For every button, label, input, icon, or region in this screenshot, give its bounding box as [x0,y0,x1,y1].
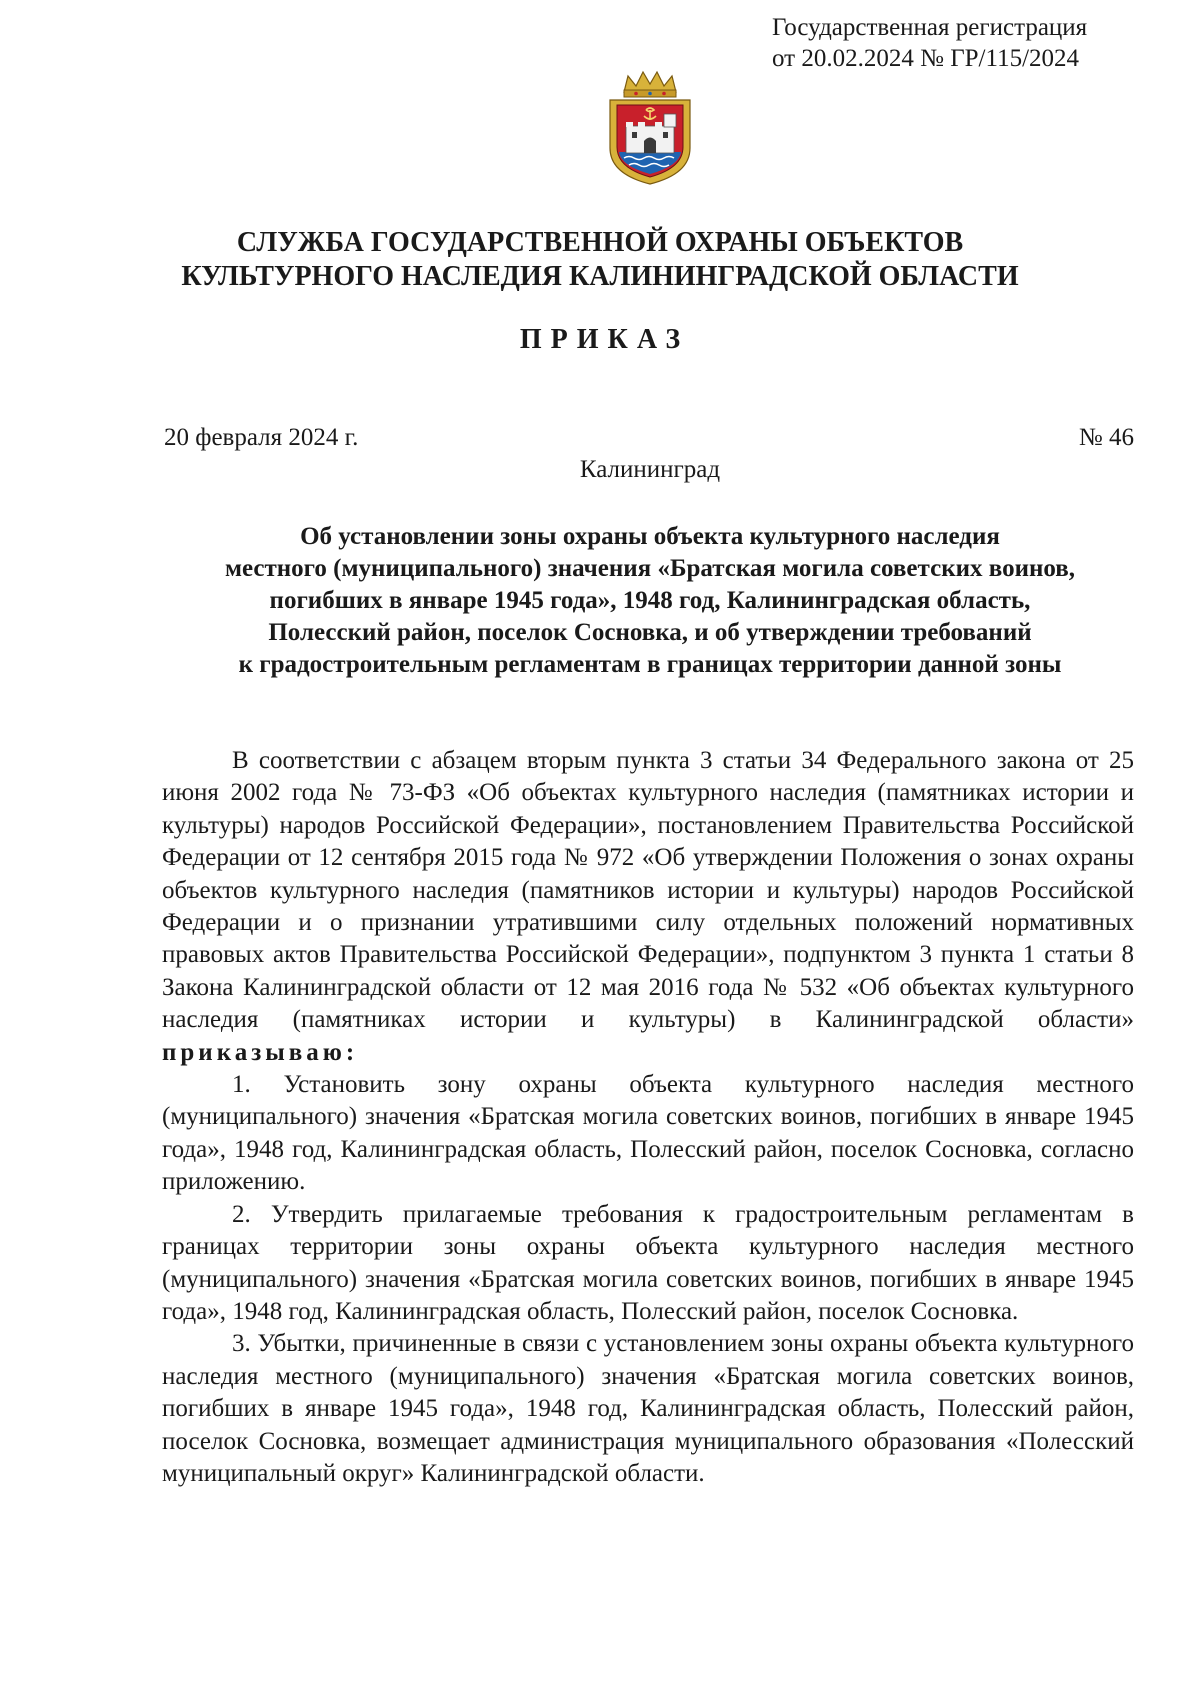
crown-icon [624,72,676,97]
coat-of-arms-icon [602,70,698,188]
organization-name-line-1: СЛУЖБА ГОСУДАРСТВЕННОЙ ОХРАНЫ ОБЪЕКТОВ [236,227,964,258]
order-item-2: 2. Утвердить прилагаемые требования к градостроительным регламентам в границах территории зоны охраны объекта культурного наследия местного (муниципального) значения «Братская могила советских воинов, погибших в январе 1945 года», 1948 год, Калининградская область, Полесский район, поселок Сосновка. [162,1200,1134,1325]
document-type-title: ПРИКАЗ [519,324,690,355]
subject-line: погибших в январе 1945 года», 1948 год, Калининградская область, [269,587,1031,614]
subject-line: местного (муниципального) значения «Братская могила советских воинов, [224,555,1076,582]
subject-line: Об установлении зоны охраны объекта культурного наследия [300,523,1000,550]
subject-line: Полесский район, поселок Сосновка, и об утверждении требований [268,619,1032,646]
order-item-1: 1. Установить зону охраны объекта культурного наследия местного (муниципального) значения «Братская могила советских воинов, погибших в январе 1945 года», 1948 год, Калининградская область, Полесский район, поселок Сосновка, согласно приложению. [162,1071,1134,1196]
document-date: 20 февраля 2024 г. [164,424,359,451]
state-registration-stamp [772,12,1172,74]
organization-name-line-2: КУЛЬТУРНОГО НАСЛЕДИЯ КАЛИНИНГРАДСКОЙ ОБЛАСТИ [181,261,1019,292]
organization-name [0,226,1200,294]
document-number: № 46 [1078,424,1134,451]
preamble-paragraph [162,745,1134,1069]
registration-line-2: от 20.02.2024 № ГР/115/2024 [772,45,1080,72]
subject-line: к градостроительным регламентам в границах территории данной зоны [238,651,1062,678]
order-item-3: 3. Убытки, причиненные в связи с установлением зоны охраны объекта культурного наследия местного (муниципального) значения «Братская могила советских воинов, погибших в январе 1945 года», 1948 год, Калининградская область, Полесский район, поселок Сосновка, возмещает администрация муниципального образования «Полесский муниципальный округ» Калининградской области. [162,1330,1134,1487]
registration-line-1: Государственная регистрация [772,14,1088,41]
document-body [162,745,1134,1490]
document-place: Калининград [579,456,721,483]
document-subject [140,521,1160,681]
preamble-text: В соответствии с абзацем вторым пункта 3 статьи 34 Федерального закона от 25 июня 2002 года № 73-ФЗ «Об объектах культурного наследия (памятниках истории и культуры) народов Российской Федерации», постановлением Правительства Российской Федерации от 12 сентября 2015 года № 972 «Об утверждении Положения о зонах охраны объектов культурного наследия (памятников истории и культуры) народов Российской Федерации и о признании утратившими силу отдельных положений нормативных правовых актов Правительства Российской Федерации», подпунктом 3 пункта 1 статьи 8 Закона Калининградской области от 12 мая 2016 года № 532 «Об объектах культурного наследия (памятниках истории и культуры) в Калининградской области» [162,747,1134,1034]
order-word: приказываю: [162,1038,359,1066]
